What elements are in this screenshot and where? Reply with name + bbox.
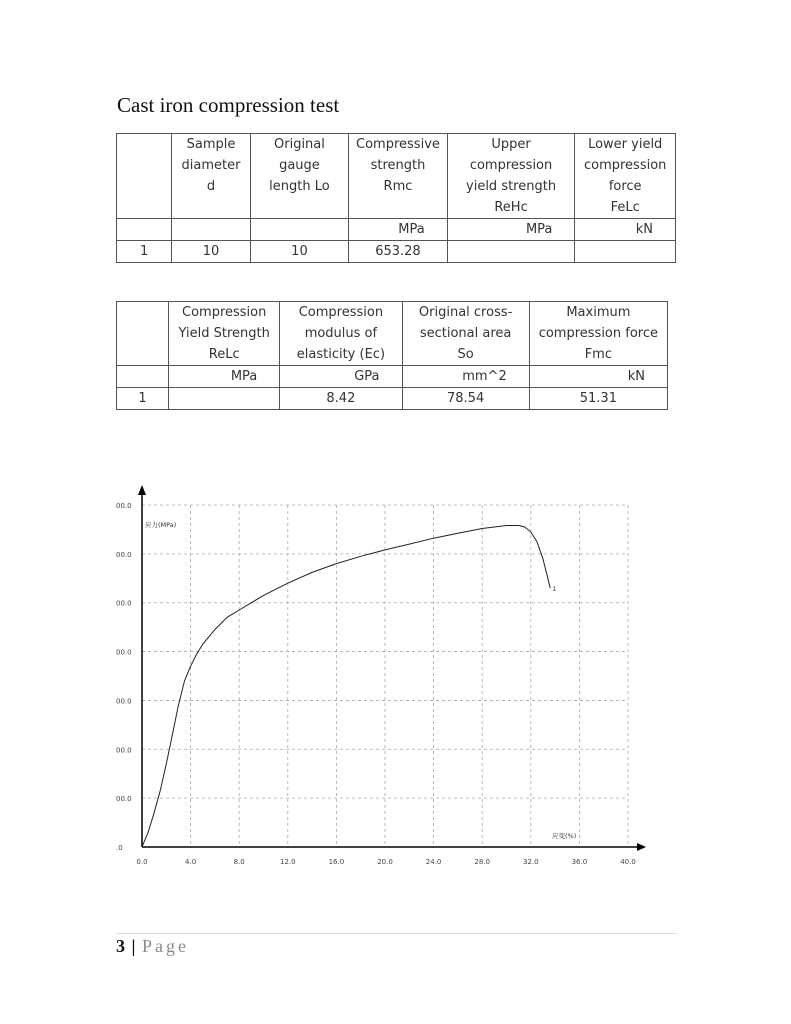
results-table-1	[116, 133, 676, 263]
table-cell: 653.28	[349, 241, 448, 263]
column-header-line: Compressive	[356, 137, 440, 152]
y-tick-label: .0	[116, 844, 123, 852]
column-header	[172, 134, 250, 219]
unit-cell: kN	[575, 219, 676, 241]
column-header-line: elasticity (Ec)	[296, 347, 386, 362]
column-header-line: yield strength	[466, 179, 557, 194]
column-header-line: ReHc	[494, 200, 528, 215]
column-header-line	[119, 134, 169, 155]
column-header	[349, 134, 448, 219]
y-tick-label: 00.0	[116, 502, 132, 510]
column-header-line: Compression	[298, 305, 384, 320]
column-header-line: length Lo	[269, 179, 330, 194]
table-cell: 78.54	[402, 388, 529, 410]
x-axis-label: 应变(%)	[552, 832, 577, 840]
y-tick-label: 00.0	[116, 746, 132, 755]
column-header-line: Fmc	[584, 347, 612, 362]
unit-cell: GPa	[280, 366, 402, 388]
table-cell: 51.31	[529, 388, 667, 410]
column-header	[575, 134, 676, 219]
column-header-line: Compression	[182, 305, 267, 320]
table-unit-row	[117, 366, 668, 388]
column-header	[250, 134, 349, 219]
column-header	[117, 134, 172, 219]
column-header-line: Rmc	[383, 179, 413, 194]
y-tick-label: 00.0	[116, 795, 132, 804]
series-line	[142, 526, 550, 848]
y-tick-label: 00.0	[116, 550, 132, 559]
unit-cell: MPa	[169, 366, 280, 388]
x-tick-label: 40.0	[620, 858, 636, 866]
y-tick-label: 00.0	[116, 697, 132, 706]
table-cell	[575, 241, 676, 263]
table-header-row	[117, 134, 676, 219]
table-cell: 8.42	[280, 388, 402, 410]
unit-cell	[172, 219, 250, 241]
column-header	[280, 302, 402, 366]
x-tick-label: 0.0	[136, 858, 148, 866]
table-cell: 10	[250, 241, 349, 263]
table-cell: 1	[117, 388, 169, 410]
x-tick-label: 36.0	[571, 858, 588, 866]
table-cell: 10	[172, 241, 250, 263]
column-header-line: Original cross-	[418, 305, 513, 320]
unit-cell	[117, 219, 172, 241]
x-tick-label: 28.0	[474, 858, 490, 866]
column-header-line: gauge	[279, 158, 320, 173]
page-label: Page	[141, 936, 189, 956]
page-footer	[116, 936, 189, 957]
unit-cell: MPa	[447, 219, 575, 241]
column-header-line: Maximum	[566, 305, 631, 320]
column-header	[529, 302, 667, 366]
unit-cell: mm^2	[402, 366, 529, 388]
x-axis-arrow	[637, 843, 646, 851]
column-header-line	[119, 302, 166, 323]
column-header-line: Upper	[491, 137, 531, 152]
series-annotation: 1	[552, 585, 557, 594]
x-tick-label: 20.0	[377, 858, 393, 866]
x-tick-label: 4.0	[185, 858, 197, 866]
column-header-line: diameter	[181, 158, 241, 173]
table-cell: 1	[117, 241, 172, 263]
column-header-line: d	[206, 179, 216, 194]
column-header	[447, 134, 575, 219]
column-header-line: compression force	[538, 326, 658, 341]
results-table-2	[116, 301, 668, 410]
y-tick-label: 00.0	[116, 648, 132, 657]
column-header-line: So	[457, 347, 474, 362]
x-tick-label: 12.0	[280, 858, 296, 866]
unit-cell	[250, 219, 349, 241]
column-header	[402, 302, 529, 366]
column-header-line: FeLc	[610, 200, 640, 215]
y-axis-arrow	[138, 485, 146, 495]
footer-divider	[116, 933, 677, 934]
column-header-line: force	[608, 179, 642, 194]
x-tick-label: 8.0	[233, 858, 245, 866]
column-header	[117, 302, 169, 366]
table-header-row	[117, 302, 668, 366]
x-tick-label: 24.0	[425, 858, 442, 866]
column-header-line: strength	[370, 158, 426, 173]
column-header-line: Yield Strength	[178, 326, 270, 341]
column-header-line: Sample	[186, 137, 236, 152]
footer-separator: |	[131, 936, 136, 956]
column-header-line: compression	[583, 158, 667, 173]
column-header-line: modulus of	[304, 326, 378, 341]
unit-cell: kN	[529, 366, 667, 388]
table-cell	[169, 388, 280, 410]
page-number: 3	[116, 936, 125, 956]
x-tick-label: 16.0	[328, 858, 345, 866]
x-tick-label: 32.0	[523, 858, 539, 866]
page-title: Cast iron compression test	[117, 93, 340, 117]
y-axis-label: 应力(MPa)	[145, 521, 177, 529]
stress-strain-chart	[100, 480, 660, 880]
unit-cell	[117, 366, 169, 388]
y-tick-label: 00.0	[116, 599, 132, 608]
table-row	[117, 388, 668, 410]
table-row	[117, 241, 676, 263]
column-header-line: Original	[274, 137, 325, 152]
table-unit-row	[117, 219, 676, 241]
unit-cell: MPa	[349, 219, 448, 241]
column-header-line: ReLc	[208, 347, 240, 362]
column-header-line: compression	[469, 158, 553, 173]
column-header-line: sectional area	[419, 326, 512, 341]
table-cell	[447, 241, 575, 263]
column-header	[169, 302, 280, 366]
column-header-line: Lower yield	[588, 137, 663, 152]
